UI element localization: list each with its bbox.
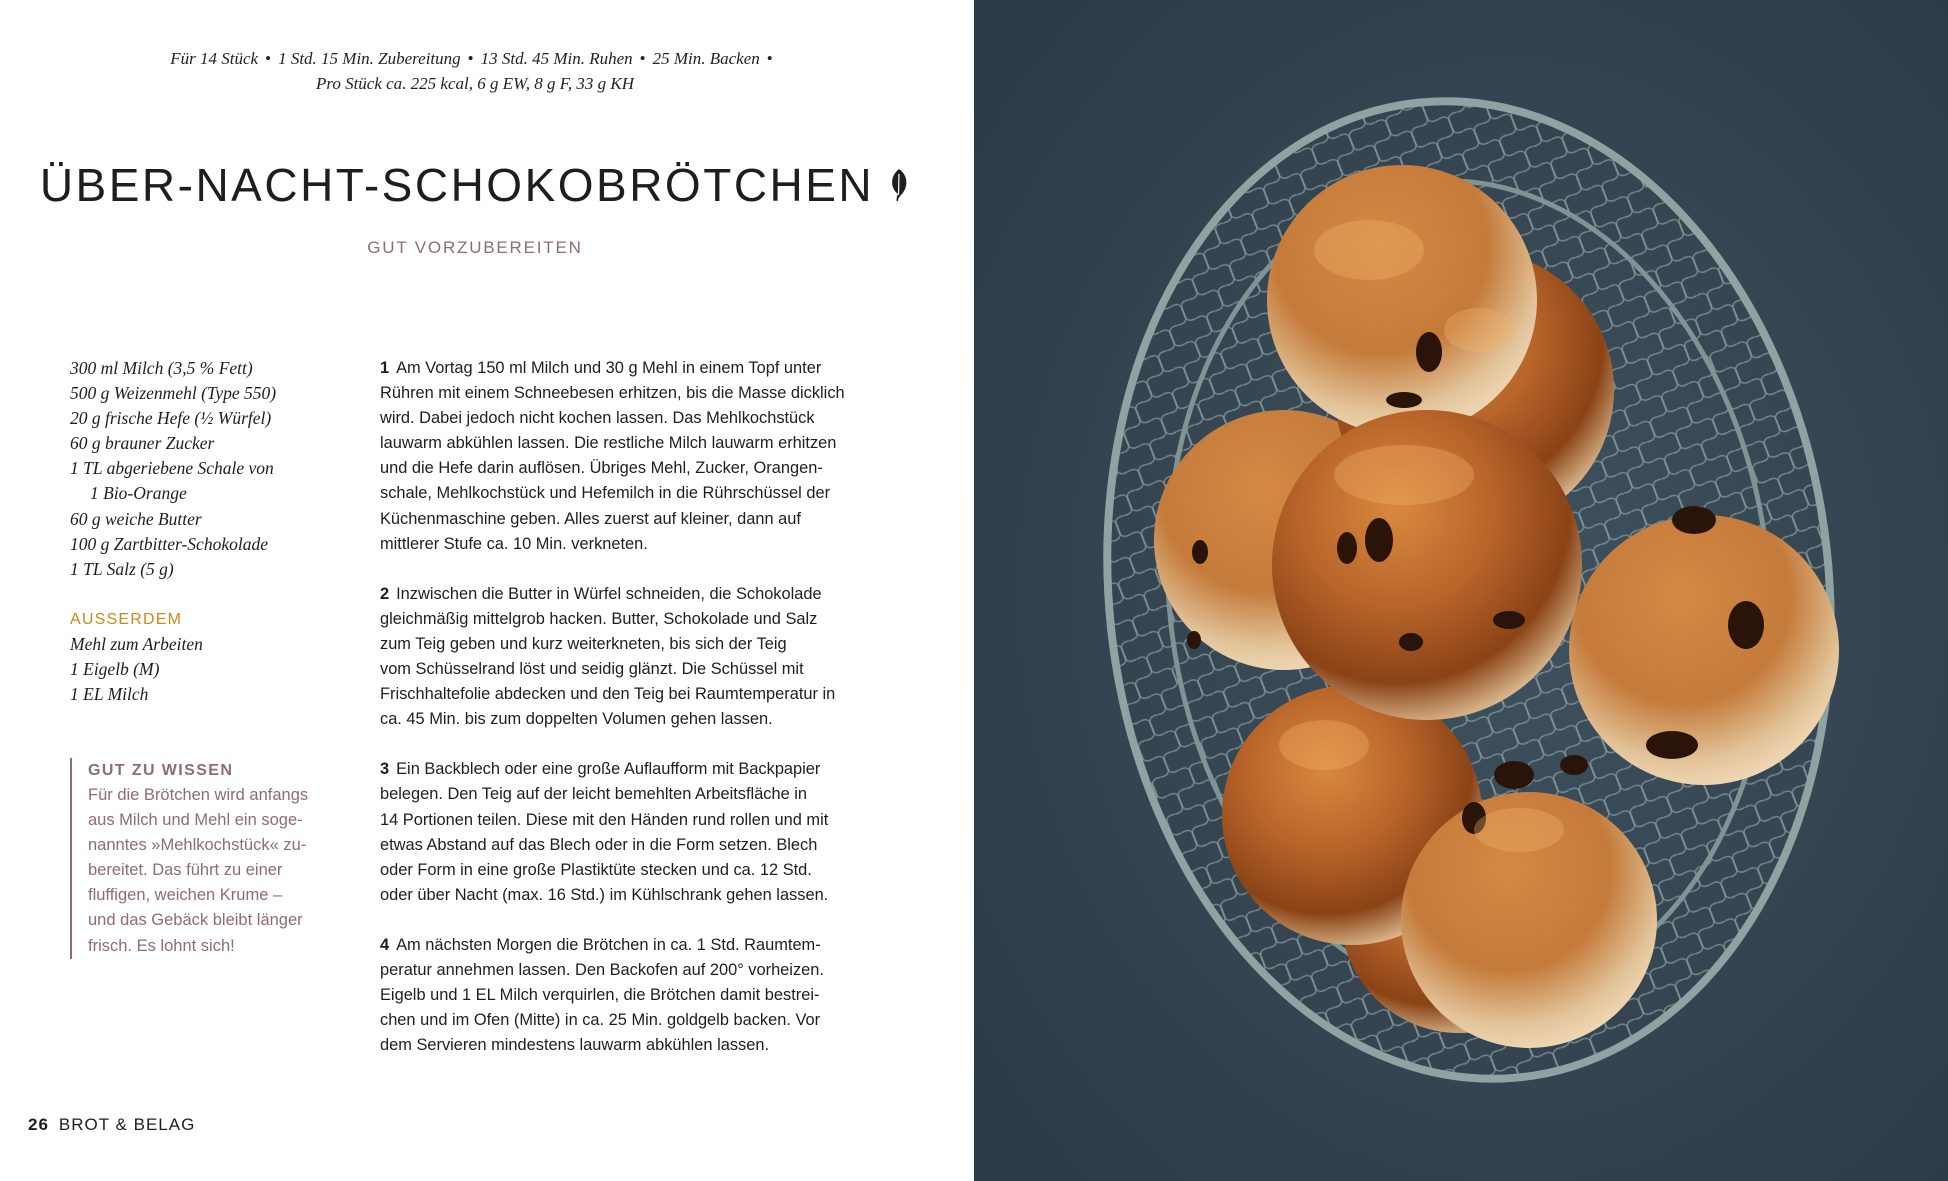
step-line: 2 Inzwischen die Butter in Würfel schneiden, die Schokolade [380, 584, 822, 603]
ingredient-item: 20 g frische Hefe (½ Würfel) [70, 408, 272, 429]
step-line: lauwarm abkühlen lassen. Die restliche Milch lauwarm erhitzen [380, 434, 837, 453]
bullet-icon: • [766, 49, 773, 68]
ingredient-item: 1 TL Salz (5 g) [70, 558, 174, 579]
step-line: und die Hefe darin auflösen. Übriges Mehl, Zucker, Orangen- [380, 459, 823, 478]
extras-heading: AUSSERDEM [70, 610, 183, 628]
step-number: 2 [380, 584, 390, 603]
recipe-title-row [0, 158, 950, 213]
ingredient-item: 100 g Zartbitter-Schokolade [70, 533, 268, 554]
instruction-steps [380, 356, 890, 1083]
step-line: 3 Ein Backblech oder eine große Auflaufform mit Backpapier [380, 760, 821, 779]
tip-line: bereitet. Das führt zu einer [88, 861, 283, 880]
tip-line: frisch. Es lohnt sich! [88, 936, 235, 955]
step-line: Küchenmaschine geben. Alles zuerst auf kleiner, dann auf [380, 509, 801, 528]
tip-box [70, 758, 350, 959]
bullet-icon: • [265, 49, 272, 68]
step-line: Frischhaltefolie abdecken und den Teig bei Raumtemperatur in [380, 685, 836, 704]
step-line: oder über Nacht (max. 16 Std.) im Kühlschrank gehen lassen. [380, 885, 829, 904]
extras-item: Mehl zum Arbeiten [70, 633, 203, 654]
bread-rolls-in-wire-basket-photo [974, 0, 1948, 1181]
tip-line: und das Gebäck bleibt länger [88, 911, 303, 930]
step-line: wird. Dabei jedoch nicht kochen lassen. Das Mehlkochstück [380, 409, 815, 428]
extras-item: 1 Eigelb (M) [70, 659, 160, 680]
step-line: 1 Am Vortag 150 ml Milch und 30 g Mehl in einem Topf unter [380, 359, 822, 377]
ingredient-item: 1 TL abgeriebene Schale von [70, 458, 274, 479]
step-line: ca. 45 Min. bis zum doppelten Volumen gehen lassen. [380, 710, 773, 729]
section-name: BROT & BELAG [58, 1115, 196, 1134]
step-4 [380, 933, 890, 1058]
meta-prep-time: 1 Std. 15 Min. Zubereitung [278, 49, 461, 68]
ingredient-list [70, 356, 340, 707]
ingredient-item: 1 Bio-Orange [90, 483, 187, 504]
step-number: 1 [380, 359, 390, 377]
step-line: etwas Abstand auf das Blech oder in die Form setzen. Blech [380, 835, 818, 854]
step-number: 4 [380, 935, 390, 954]
step-line: Rühren mit einem Schneebesen erhitzen, bis die Masse dicklich [380, 384, 845, 403]
recipe-meta-line1 [0, 46, 950, 71]
ingredient-item: 60 g brauner Zucker [70, 433, 215, 454]
step-3 [380, 757, 890, 908]
tip-text [88, 783, 350, 959]
step-line: 14 Portionen teilen. Diese mit den Händen rund rollen und mit [380, 810, 829, 829]
meta-yield: Für 14 Stück [170, 49, 259, 68]
tip-line: Für die Brötchen wird anfangs [88, 786, 309, 804]
step-number: 3 [380, 760, 390, 779]
step-line: schale, Mehlkochstück und Hefemilch in die Rührschüssel der [380, 484, 831, 503]
recipe-title: ÜBER-NACHT-SCHOKOBRÖTCHEN [39, 159, 875, 211]
step-line: 4 Am nächsten Morgen die Brötchen in ca. 1 Std. Raumtem- [380, 935, 821, 954]
right-page-photo [974, 0, 1948, 1181]
bullet-icon: • [467, 49, 474, 68]
recipe-meta [0, 46, 950, 96]
step-1 [380, 356, 890, 557]
bullet-icon: • [639, 49, 646, 68]
page-footer [28, 1115, 195, 1135]
step-line: mittlerer Stufe ca. 10 Min. verkneten. [380, 534, 648, 553]
recipe-nutrition: Pro Stück ca. 225 kcal, 6 g EW, 8 g F, 33 g KH [315, 74, 635, 93]
step-line: oder Form in eine große Plastiktüte stecken und ca. 12 Std. [380, 860, 812, 879]
meta-bake-time: 25 Min. Backen [652, 49, 760, 68]
extras-item: 1 EL Milch [70, 684, 149, 705]
recipe-subtitle: GUT VORZUBEREITEN [367, 238, 583, 257]
step-line: vom Schüsselrand löst und seidig glänzt. Die Schüssel mit [380, 660, 804, 679]
tip-line: fluffigen, weichen Krume – [88, 886, 283, 905]
tip-line: aus Milch und Mehl ein soge- [88, 811, 303, 830]
tip-line: nanntes »Mehlkochstück« zu- [88, 836, 307, 855]
step-line: Eigelb und 1 EL Milch verquirlen, die Brötchen damit bestrei- [380, 986, 820, 1005]
step-line: belegen. Den Teig auf der leicht bemehlten Arbeitsfläche in [380, 785, 808, 804]
step-2 [380, 582, 890, 733]
page-number: 26 [28, 1115, 49, 1134]
meta-rest-time: 13 Std. 45 Min. Ruhen [480, 49, 633, 68]
ingredient-item: 300 ml Milch (3,5 % Fett) [70, 358, 253, 378]
ingredient-item: 500 g Weizenmehl (Type 550) [70, 383, 277, 404]
ingredient-item: 60 g weiche Butter [70, 508, 202, 529]
leaf-icon [888, 159, 910, 213]
step-line: dem Servieren mindestens lauwarm abkühlen lassen. [380, 1036, 770, 1055]
step-line: peratur annehmen lassen. Den Backofen auf 200° vorheizen. [380, 960, 824, 979]
tip-title: GUT ZU WISSEN [88, 762, 234, 779]
step-line: zum Teig geben und kurz weiterkneten, bis sich der Teig [380, 634, 787, 653]
step-line: chen und im Ofen (Mitte) in ca. 25 Min. goldgelb backen. Vor [380, 1011, 821, 1030]
step-line: gleichmäßig mittelgrob hacken. Butter, Schokolade und Salz [380, 609, 818, 628]
